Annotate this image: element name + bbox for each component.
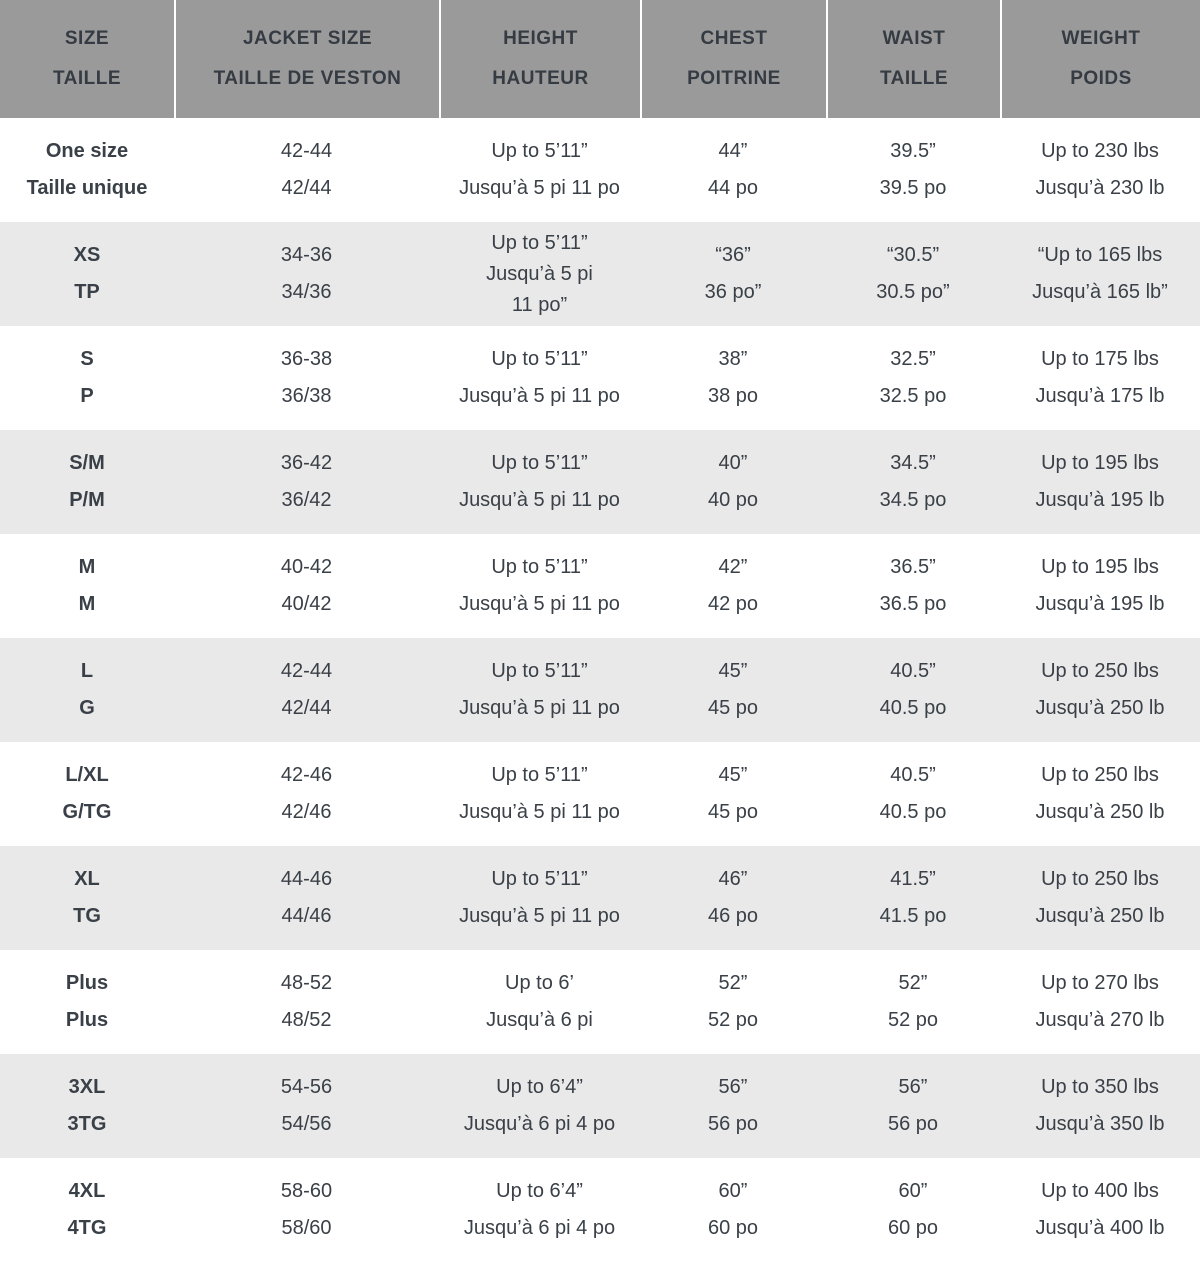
cell-line: XS bbox=[73, 244, 101, 266]
cell-height bbox=[439, 950, 640, 1054]
cell-line: 3TG bbox=[67, 1113, 107, 1135]
cell-chest bbox=[640, 222, 826, 326]
cell-line: 56” bbox=[718, 1076, 748, 1098]
table-row-l-xl bbox=[0, 742, 1200, 846]
cell-line: Jusqu’à 250 lb bbox=[1035, 697, 1165, 719]
cell-line: G bbox=[79, 697, 95, 719]
cell-line: 40.5 po bbox=[879, 697, 947, 719]
cell-jacket-size bbox=[174, 1158, 439, 1262]
cell-line: 34.5 po bbox=[879, 489, 947, 511]
cell-waist bbox=[826, 222, 1000, 326]
cell-line: 45 po bbox=[707, 697, 759, 719]
cell-chest bbox=[640, 430, 826, 534]
cell-line: 60” bbox=[898, 1180, 928, 1202]
cell-line: Up to 6’4” bbox=[496, 1180, 583, 1202]
cell-line: Jusqu’à 5 pi 11 po bbox=[459, 593, 620, 615]
cell-line: 56 po bbox=[707, 1113, 759, 1135]
cell-line: 32.5 po bbox=[879, 385, 947, 407]
cell-line: Up to 270 lbs bbox=[1041, 972, 1159, 994]
header-label-en: HEIGHT bbox=[503, 28, 578, 49]
cell-chest bbox=[640, 534, 826, 638]
cell-line: 36.5 po bbox=[879, 593, 947, 615]
table-row-3xl bbox=[0, 1054, 1200, 1158]
cell-weight bbox=[1000, 326, 1200, 430]
cell-line: 36-42 bbox=[280, 452, 333, 474]
cell-line: 4XL bbox=[68, 1180, 106, 1202]
cell-weight bbox=[1000, 222, 1200, 326]
cell-chest bbox=[640, 950, 826, 1054]
cell-line: 52 po bbox=[887, 1009, 939, 1031]
cell-jacket-size bbox=[174, 950, 439, 1054]
cell-line: Up to 5’11” bbox=[491, 452, 588, 474]
cell-line: Jusqu’à 5 pi bbox=[486, 262, 593, 285]
cell-waist bbox=[826, 534, 1000, 638]
cell-line: 34-36 bbox=[280, 244, 333, 266]
cell-line: 60 po bbox=[887, 1217, 939, 1239]
header-cell-size bbox=[0, 0, 174, 118]
cell-line: 54-56 bbox=[280, 1076, 333, 1098]
cell-line: 44” bbox=[718, 140, 748, 162]
cell-line: 40.5” bbox=[890, 660, 936, 682]
header-label-en: SIZE bbox=[64, 28, 110, 49]
cell-line: 42” bbox=[718, 556, 748, 578]
cell-line: 48-52 bbox=[280, 972, 333, 994]
cell-line: Up to 5’11” bbox=[491, 140, 588, 162]
cell-jacket-size bbox=[174, 1054, 439, 1158]
cell-line: Jusqu’à 5 pi 11 po bbox=[459, 905, 620, 927]
cell-line: Plus bbox=[65, 972, 109, 994]
cell-line: 34/36 bbox=[281, 281, 332, 303]
cell-line: 40/42 bbox=[281, 593, 332, 615]
cell-waist bbox=[826, 118, 1000, 222]
cell-waist bbox=[826, 638, 1000, 742]
cell-line: Jusqu’à 5 pi 11 po bbox=[459, 801, 620, 823]
cell-line: 52” bbox=[898, 972, 928, 994]
cell-waist bbox=[826, 1158, 1000, 1262]
cell-size bbox=[0, 430, 174, 534]
cell-line: 39.5 po bbox=[879, 177, 947, 199]
cell-jacket-size bbox=[174, 534, 439, 638]
table-header-row bbox=[0, 0, 1200, 118]
cell-line: “36” bbox=[715, 244, 751, 266]
cell-line: Up to 5’11” bbox=[491, 764, 588, 786]
table-row-4xl bbox=[0, 1158, 1200, 1262]
cell-line: 36/42 bbox=[281, 489, 332, 511]
cell-line: 42-46 bbox=[280, 764, 333, 786]
cell-line: TG bbox=[73, 905, 101, 927]
cell-line: 34.5” bbox=[890, 452, 936, 474]
cell-line: 40.5 po bbox=[879, 801, 947, 823]
header-label-en: CHEST bbox=[700, 28, 768, 49]
cell-weight bbox=[1000, 638, 1200, 742]
cell-line: L/XL bbox=[65, 764, 109, 786]
cell-line: “Up to 165 lbs bbox=[1037, 244, 1163, 266]
cell-line: Up to 350 lbs bbox=[1041, 1076, 1159, 1098]
cell-line: 45” bbox=[718, 764, 748, 786]
cell-line: Up to 6’4” bbox=[496, 1076, 583, 1098]
cell-line: 52 po bbox=[707, 1009, 759, 1031]
cell-size bbox=[0, 1054, 174, 1158]
cell-line: 52” bbox=[718, 972, 748, 994]
cell-line: Up to 5’11” bbox=[491, 231, 588, 254]
cell-line: Up to 5’11” bbox=[491, 556, 588, 578]
table-row-s-m bbox=[0, 430, 1200, 534]
cell-weight bbox=[1000, 742, 1200, 846]
cell-weight bbox=[1000, 118, 1200, 222]
cell-line: 58/60 bbox=[281, 1217, 332, 1239]
cell-line: 44 po bbox=[707, 177, 759, 199]
cell-jacket-size bbox=[174, 638, 439, 742]
cell-line: 44-46 bbox=[280, 868, 333, 890]
cell-size bbox=[0, 742, 174, 846]
header-cell-height bbox=[439, 0, 640, 118]
header-label-en: WAIST bbox=[882, 28, 946, 49]
cell-line: Up to 230 lbs bbox=[1041, 140, 1159, 162]
cell-line: 42 po bbox=[707, 593, 759, 615]
cell-line: Up to 175 lbs bbox=[1041, 348, 1159, 370]
cell-weight bbox=[1000, 950, 1200, 1054]
cell-chest bbox=[640, 1054, 826, 1158]
header-label-fr: HAUTEUR bbox=[492, 68, 589, 89]
cell-line: 41.5 po bbox=[879, 905, 947, 927]
cell-line: XL bbox=[74, 868, 100, 890]
cell-line: Up to 250 lbs bbox=[1041, 660, 1159, 682]
header-cell-waist bbox=[826, 0, 1000, 118]
cell-line: S/M bbox=[69, 452, 105, 474]
cell-line: 38” bbox=[718, 348, 748, 370]
cell-waist bbox=[826, 1054, 1000, 1158]
cell-waist bbox=[826, 326, 1000, 430]
cell-line: Jusqu’à 250 lb bbox=[1035, 905, 1165, 927]
header-cell-jacket-size bbox=[174, 0, 439, 118]
cell-line: Jusqu’à 230 lb bbox=[1035, 177, 1165, 199]
cell-line: Jusqu’à 5 pi 11 po bbox=[459, 177, 620, 199]
cell-size bbox=[0, 846, 174, 950]
cell-line: M bbox=[78, 556, 96, 578]
cell-line: Up to 195 lbs bbox=[1041, 452, 1159, 474]
cell-line: 42-44 bbox=[280, 660, 333, 682]
cell-line: 40-42 bbox=[280, 556, 333, 578]
cell-size bbox=[0, 534, 174, 638]
cell-line: P/M bbox=[69, 489, 105, 511]
cell-weight bbox=[1000, 1158, 1200, 1262]
table-row-plus bbox=[0, 950, 1200, 1054]
table-row-xl bbox=[0, 846, 1200, 950]
cell-jacket-size bbox=[174, 118, 439, 222]
cell-waist bbox=[826, 742, 1000, 846]
cell-line: Up to 250 lbs bbox=[1041, 764, 1159, 786]
cell-line: 30.5 po” bbox=[876, 281, 950, 303]
cell-waist bbox=[826, 950, 1000, 1054]
cell-line: Jusqu’à 400 lb bbox=[1035, 1217, 1165, 1239]
table-row-one-size bbox=[0, 118, 1200, 222]
cell-chest bbox=[640, 1158, 826, 1262]
cell-line: Up to 5’11” bbox=[491, 868, 588, 890]
cell-chest bbox=[640, 846, 826, 950]
cell-line: 44/46 bbox=[281, 905, 332, 927]
cell-line: 40 po bbox=[707, 489, 759, 511]
cell-height bbox=[439, 118, 640, 222]
cell-line: 3XL bbox=[68, 1076, 106, 1098]
cell-jacket-size bbox=[174, 430, 439, 534]
cell-line: Up to 195 lbs bbox=[1041, 556, 1159, 578]
header-label-fr: TAILLE bbox=[52, 68, 122, 89]
cell-line: 42/46 bbox=[281, 801, 332, 823]
table-row-l bbox=[0, 638, 1200, 742]
cell-line: Jusqu’à 250 lb bbox=[1035, 801, 1165, 823]
cell-line: Jusqu’à 6 pi 4 po bbox=[463, 1217, 616, 1239]
cell-line: 41.5” bbox=[890, 868, 936, 890]
header-label-en: WEIGHT bbox=[1061, 28, 1141, 49]
cell-line: 11 po” bbox=[511, 293, 568, 316]
cell-height bbox=[439, 430, 640, 534]
cell-line: Jusqu’à 6 pi 4 po bbox=[463, 1113, 616, 1135]
cell-line: Jusqu’à 195 lb bbox=[1035, 489, 1165, 511]
cell-line: Jusqu’à 5 pi 11 po bbox=[459, 697, 620, 719]
cell-line: Jusqu’à 350 lb bbox=[1035, 1113, 1165, 1135]
cell-line: Plus bbox=[65, 1009, 109, 1031]
cell-line: 36/38 bbox=[281, 385, 332, 407]
cell-size bbox=[0, 222, 174, 326]
cell-line: 39.5” bbox=[890, 140, 936, 162]
table-row-m bbox=[0, 534, 1200, 638]
cell-jacket-size bbox=[174, 326, 439, 430]
cell-line: 36-38 bbox=[280, 348, 333, 370]
cell-weight bbox=[1000, 846, 1200, 950]
cell-line: 40” bbox=[718, 452, 748, 474]
cell-line: 42/44 bbox=[281, 697, 332, 719]
header-label-fr: TAILLE bbox=[879, 68, 949, 89]
cell-line: 46” bbox=[718, 868, 748, 890]
cell-line: “30.5” bbox=[886, 244, 940, 266]
cell-line: 56” bbox=[898, 1076, 928, 1098]
cell-height bbox=[439, 534, 640, 638]
cell-line: 60” bbox=[718, 1180, 748, 1202]
header-label-fr: TAILLE DE VESTON bbox=[213, 68, 402, 89]
cell-height bbox=[439, 1158, 640, 1262]
cell-chest bbox=[640, 326, 826, 430]
cell-size bbox=[0, 326, 174, 430]
table-row-s bbox=[0, 326, 1200, 430]
cell-jacket-size bbox=[174, 846, 439, 950]
cell-line: Up to 6’ bbox=[505, 972, 574, 994]
cell-line: 42/44 bbox=[281, 177, 332, 199]
cell-weight bbox=[1000, 534, 1200, 638]
cell-line: 48/52 bbox=[281, 1009, 332, 1031]
header-label-fr: POITRINE bbox=[687, 68, 781, 89]
cell-line: 36.5” bbox=[890, 556, 936, 578]
cell-height bbox=[439, 222, 640, 326]
cell-line: 60 po bbox=[707, 1217, 759, 1239]
cell-line: 42-44 bbox=[280, 140, 333, 162]
cell-line: 36 po” bbox=[704, 281, 762, 303]
cell-line: 38 po bbox=[707, 385, 759, 407]
cell-line: Jusqu’à 165 lb” bbox=[1032, 281, 1168, 303]
cell-line: TP bbox=[74, 281, 100, 303]
header-label-fr: POIDS bbox=[1070, 68, 1132, 89]
cell-height bbox=[439, 742, 640, 846]
cell-size bbox=[0, 1158, 174, 1262]
cell-line: Jusqu’à 5 pi 11 po bbox=[459, 489, 620, 511]
header-cell-chest bbox=[640, 0, 826, 118]
header-label-en: JACKET SIZE bbox=[242, 28, 373, 49]
cell-line: 32.5” bbox=[890, 348, 936, 370]
header-cell-weight bbox=[1000, 0, 1200, 118]
cell-line: 56 po bbox=[887, 1113, 939, 1135]
cell-line: M bbox=[78, 593, 96, 615]
cell-height bbox=[439, 846, 640, 950]
cell-line: 45” bbox=[718, 660, 748, 682]
cell-line: 40.5” bbox=[890, 764, 936, 786]
cell-line: Up to 5’11” bbox=[491, 660, 588, 682]
cell-chest bbox=[640, 742, 826, 846]
cell-line: Up to 5’11” bbox=[491, 348, 588, 370]
table-row-xs bbox=[0, 222, 1200, 326]
cell-chest bbox=[640, 638, 826, 742]
cell-line: G/TG bbox=[62, 801, 112, 823]
cell-size bbox=[0, 638, 174, 742]
cell-line: 58-60 bbox=[280, 1180, 333, 1202]
cell-height bbox=[439, 326, 640, 430]
cell-line: Jusqu’à 270 lb bbox=[1035, 1009, 1165, 1031]
table-body bbox=[0, 118, 1200, 1262]
cell-line: Jusqu’à 195 lb bbox=[1035, 593, 1165, 615]
cell-line: L bbox=[80, 660, 94, 682]
cell-line: 46 po bbox=[707, 905, 759, 927]
cell-weight bbox=[1000, 430, 1200, 534]
cell-line: Jusqu’à 6 pi bbox=[486, 1009, 593, 1031]
cell-line: One size bbox=[45, 140, 129, 162]
cell-size bbox=[0, 950, 174, 1054]
cell-height bbox=[439, 638, 640, 742]
cell-line: 54/56 bbox=[281, 1113, 332, 1135]
cell-waist bbox=[826, 430, 1000, 534]
cell-height bbox=[439, 1054, 640, 1158]
cell-line: Jusqu’à 175 lb bbox=[1035, 385, 1165, 407]
cell-weight bbox=[1000, 1054, 1200, 1158]
cell-line: 4TG bbox=[67, 1217, 107, 1239]
cell-line: Up to 400 lbs bbox=[1041, 1180, 1159, 1202]
cell-chest bbox=[640, 118, 826, 222]
cell-jacket-size bbox=[174, 742, 439, 846]
cell-size bbox=[0, 118, 174, 222]
cell-line: S bbox=[80, 348, 94, 370]
cell-jacket-size bbox=[174, 222, 439, 326]
cell-line: Taille unique bbox=[26, 177, 148, 199]
cell-line: Jusqu’à 5 pi 11 po bbox=[459, 385, 620, 407]
cell-line: 45 po bbox=[707, 801, 759, 823]
cell-line: Up to 250 lbs bbox=[1041, 868, 1159, 890]
cell-line: P bbox=[80, 385, 94, 407]
cell-waist bbox=[826, 846, 1000, 950]
